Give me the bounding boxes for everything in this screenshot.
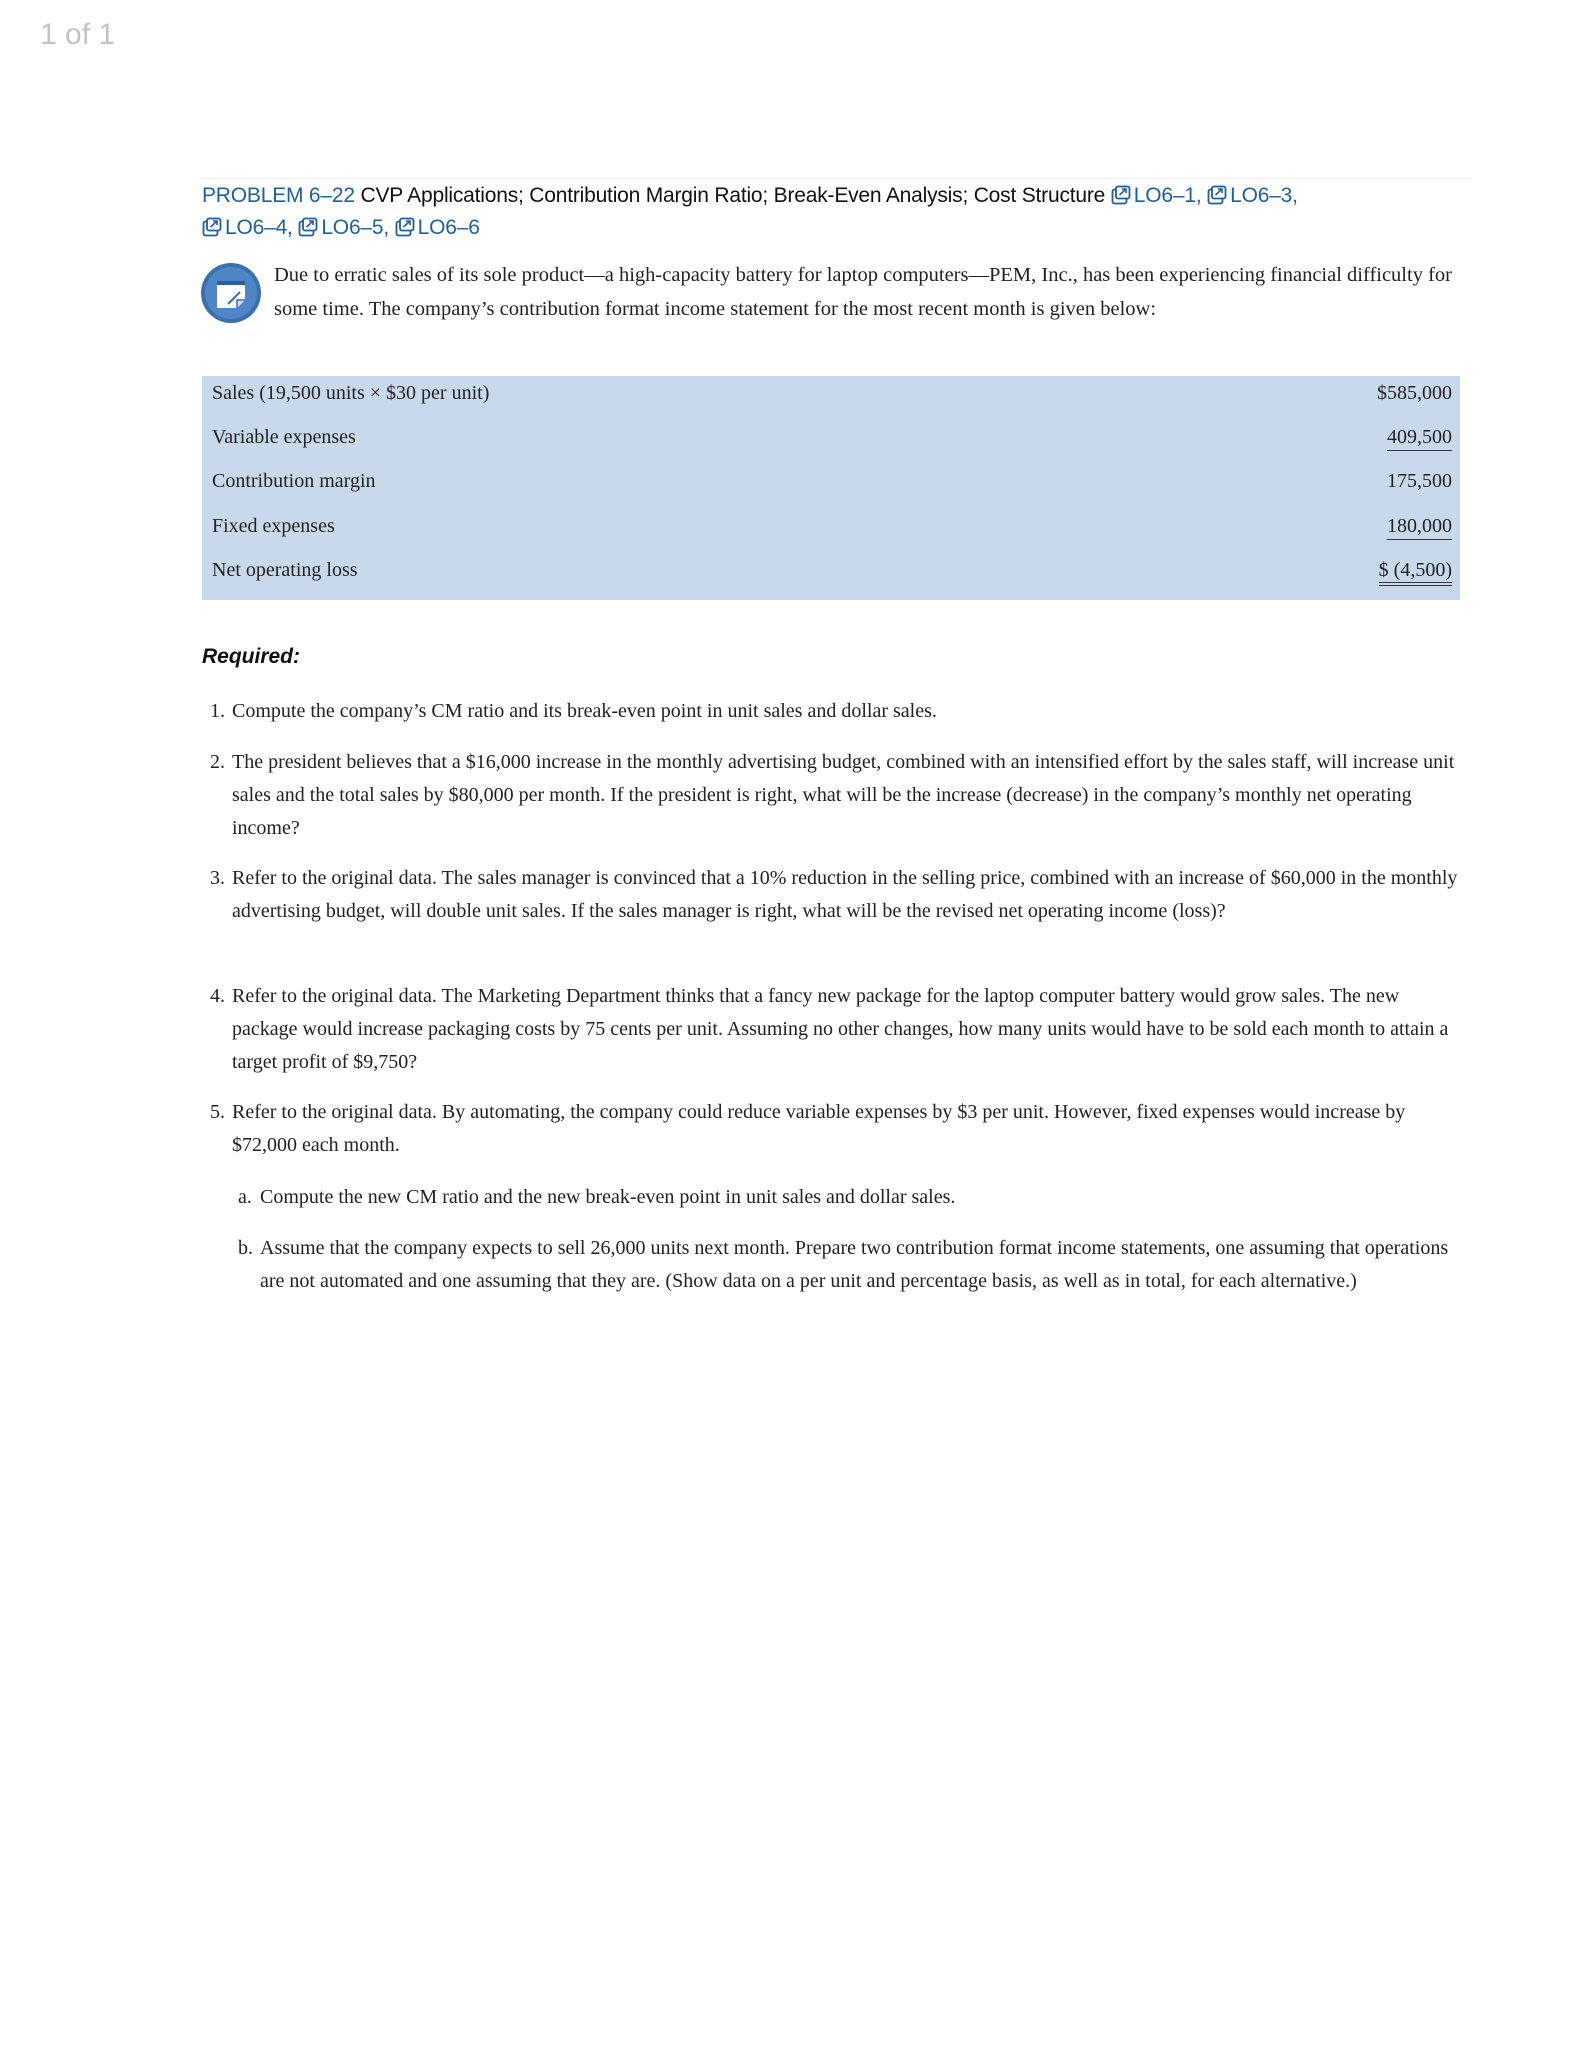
page-counter: 1 of 1 bbox=[40, 18, 116, 51]
required-heading: Required: bbox=[202, 645, 301, 668]
statement-row bbox=[202, 553, 1460, 597]
item-text: Compute the new CM ratio and the new break-even point in unit sales and dollar sales. bbox=[260, 1186, 956, 1208]
external-link-icon bbox=[395, 217, 415, 237]
required-subitem-a bbox=[238, 1181, 1460, 1214]
statement-amount: 175,500 bbox=[1387, 470, 1452, 492]
statement-row bbox=[202, 376, 1460, 420]
statement-label: Sales (19,500 units × $30 per unit) bbox=[212, 382, 490, 404]
required-item-1 bbox=[210, 695, 1460, 728]
statement-row bbox=[202, 464, 1460, 508]
item-text: Compute the company’s CM ratio and its break-even point in unit sales and dollar sales. bbox=[232, 700, 937, 722]
divider bbox=[200, 178, 1472, 179]
statement-label: Contribution margin bbox=[212, 470, 376, 492]
statement-amount: 180,000 bbox=[1387, 515, 1452, 540]
required-item-2 bbox=[210, 746, 1460, 845]
notebook-icon bbox=[200, 262, 262, 324]
item-text: Refer to the original data. The Marketing Department thinks that a fancy new package for the laptop computer battery would grow sales. The new package would increase packaging costs by 75 cents per unit. Assuming no other changes, how many units would have to be sold each month to attain a target profit of $9,750? bbox=[232, 985, 1449, 1073]
item-number: 2. bbox=[210, 751, 225, 773]
lo-link-5[interactable]: LO6–6 bbox=[395, 216, 480, 239]
statement-label: Net operating loss bbox=[212, 559, 358, 581]
intro-text: Due to erratic sales of its sole product—a high-capacity battery for laptop computers—PEM, Inc., has been experiencing financial difficulty for some time. The company’s contribution format income statement for the most recent month is given below: bbox=[274, 264, 1452, 320]
required-item-3 bbox=[210, 862, 1460, 928]
statement-amount: 409,500 bbox=[1387, 426, 1452, 451]
required-item-4 bbox=[210, 980, 1460, 1079]
statement-amount: $ (4,500) bbox=[1379, 559, 1452, 586]
lo-link-1[interactable]: LO6–1, bbox=[1111, 184, 1202, 207]
item-text: Refer to the original data. By automating, the company could reduce variable expenses by $3 per unit. However, fixed expenses would increase by $72,000 each month. bbox=[232, 1101, 1406, 1156]
statement-amount: $585,000 bbox=[1377, 382, 1452, 404]
item-number: 5. bbox=[210, 1101, 225, 1123]
problem-heading bbox=[202, 180, 1452, 244]
statement-label: Variable expenses bbox=[212, 426, 356, 448]
required-item-5 bbox=[210, 1096, 1460, 1162]
item-number: b. bbox=[238, 1237, 253, 1259]
lo-link-4[interactable]: LO6–5, bbox=[298, 216, 389, 239]
item-number: 3. bbox=[210, 867, 225, 889]
problem-title: CVP Applications; Contribution Margin Ratio; Break-Even Analysis; Cost Structure bbox=[360, 184, 1106, 207]
item-number: a. bbox=[238, 1186, 252, 1208]
external-link-icon bbox=[298, 217, 318, 237]
lo-link-3[interactable]: LO6–4, bbox=[202, 216, 293, 239]
problem-label: PROBLEM 6–22 bbox=[202, 184, 355, 207]
item-text: The president believes that a $16,000 increase in the monthly advertising budget, combined with an intensified effort by the sales staff, will increase unit sales and the total sales by $80,000 per month. If the president is right, what will be the increase (decrease) in the company’s monthly net operating income? bbox=[232, 751, 1455, 839]
income-statement bbox=[202, 376, 1460, 600]
external-link-icon bbox=[202, 217, 222, 237]
item-number: 4. bbox=[210, 985, 225, 1007]
item-text: Refer to the original data. The sales manager is convinced that a 10% reduction in the selling price, combined with an increase of $60,000 in the monthly advertising budget, will double unit sales. If the sales manager is right, what will be the revised net operating income (loss)? bbox=[232, 867, 1458, 922]
statement-label: Fixed expenses bbox=[212, 515, 335, 537]
statement-row bbox=[202, 420, 1460, 464]
item-text: Assume that the company expects to sell 26,000 units next month. Prepare two contribution format income statements, one assuming that operations are not automated and one assuming that they are. (Show data on a per unit and percentage basis, as well as in total, for each alternative.) bbox=[260, 1237, 1449, 1292]
item-number: 1. bbox=[210, 700, 225, 722]
required-subitem-b bbox=[238, 1232, 1460, 1298]
statement-row bbox=[202, 509, 1460, 553]
lo-link-2[interactable]: LO6–3, bbox=[1207, 184, 1298, 207]
external-link-icon bbox=[1111, 185, 1131, 205]
external-link-icon bbox=[1207, 185, 1227, 205]
